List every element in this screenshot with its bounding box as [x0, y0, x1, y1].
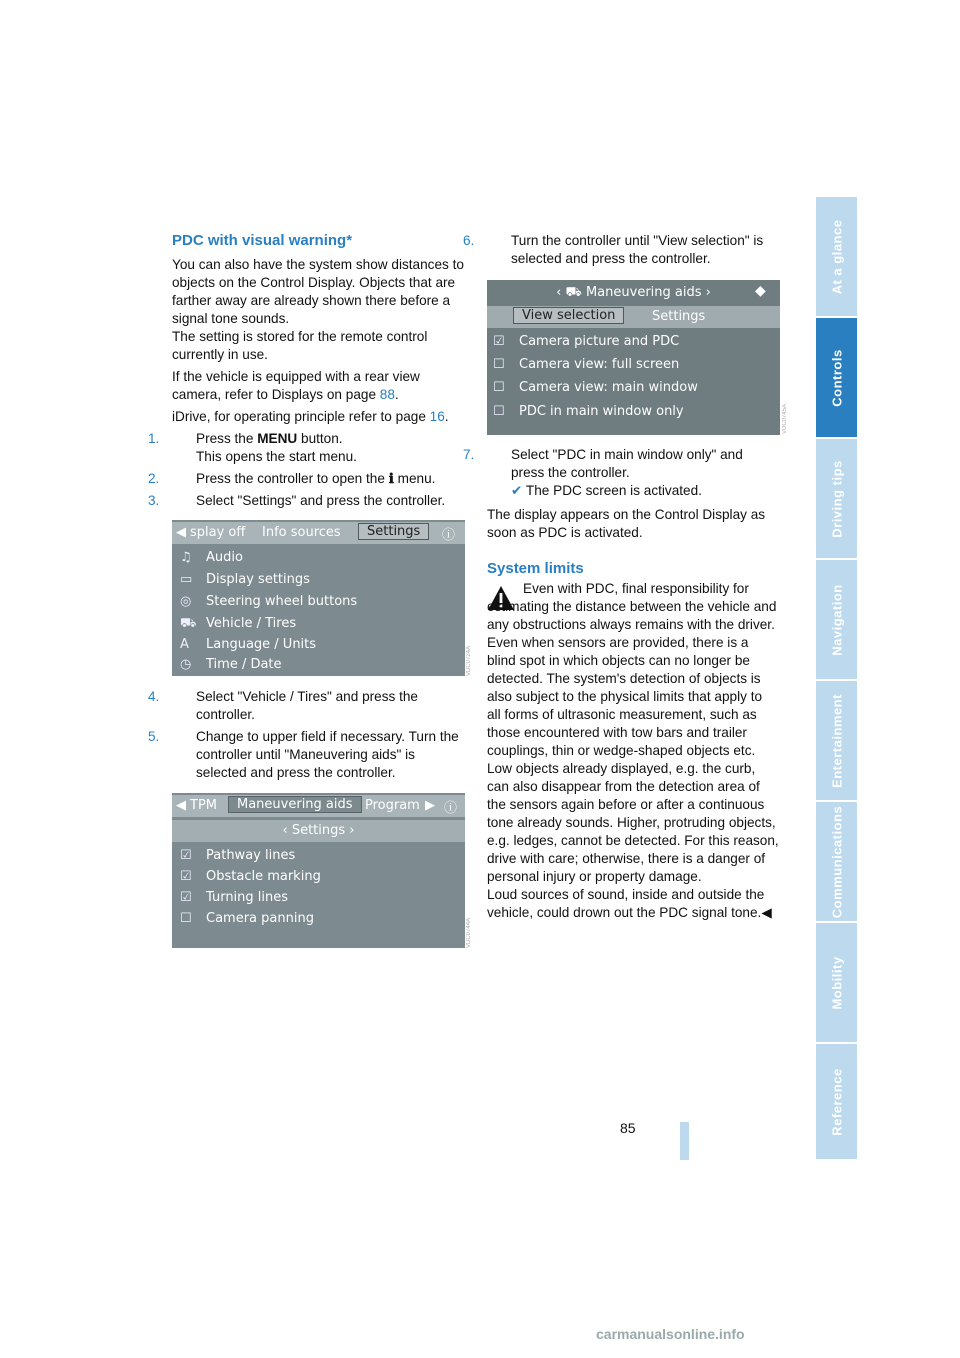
info-icon: ⓘ — [444, 801, 458, 816]
option-camera-picture-pdc[interactable]: ☑ Camera picture and PDC — [493, 334, 680, 349]
car-icon: ⛟ — [180, 616, 197, 631]
side-nav-tabs — [816, 197, 857, 1161]
tab-settings[interactable]: Settings — [652, 309, 706, 324]
side-tab-navigation[interactable]: Navigation — [816, 560, 857, 679]
page-link-88[interactable]: 88 — [379, 387, 395, 402]
step-6-block — [463, 232, 779, 268]
menu-item-display-settings[interactable]: ▭ Display settings — [180, 572, 310, 587]
side-tab-entertainment[interactable]: Entertainment — [816, 681, 857, 800]
menu-item-language-units[interactable]: A Language / Units — [180, 637, 317, 652]
limits-text: Even with PDC, final responsibility for estimating the distance between the vehicle and any obstructions always remains with the driver. Even when sensors are provided, there is a blind spot in which objects can no longer be detected. The system's detection of objects is also subject to the physical limits that apply to all forms of ultrasonic measurement, such as those encountered with tow bars and trailer couplings, thin or wedge-shaped objects etc. Low objects already displayed, e.g. the curb, can also disappear from the detection area of the sensors again before or after a continuous tone already sounds. Higher, protruding objects, e.g. ledges, cannot be detected. For this reason, drive with care; otherwise, there is a danger of personal injury or property damage. — [487, 581, 779, 884]
tab-maneuvering-aids[interactable]: Maneuvering aids — [228, 796, 362, 813]
info-icon: ⓘ — [442, 528, 456, 543]
step-3: 3. Select "Settings" and press the controller. — [148, 493, 446, 508]
menu-item-time-date[interactable]: ◷ Time / Date — [180, 657, 282, 672]
tab-view-selection[interactable]: View selection — [513, 307, 624, 324]
menu-item-vehicle-tires[interactable]: ⛟ Vehicle / Tires — [180, 616, 297, 631]
side-tab-reference[interactable]: Reference — [816, 1044, 857, 1159]
end-mark-icon: ◀ — [761, 905, 772, 920]
step-2: 2. Press the controller to open the ℹ menu. — [148, 471, 436, 487]
image-code: VDC0745A — [782, 403, 788, 434]
check-icon: ✔ — [511, 483, 523, 498]
option-camera-main-window[interactable]: ☐ Camera view: main window — [493, 380, 698, 395]
tab-tpm[interactable]: TPM — [190, 798, 217, 813]
page-number: 85 — [620, 1120, 636, 1136]
option-turning-lines[interactable]: ☑ Turning lines — [180, 890, 289, 905]
side-tab-driving-tips[interactable]: Driving tips — [816, 439, 857, 558]
checkbox-checked-icon: ☑ — [180, 890, 192, 905]
settings-menu-screen — [172, 520, 465, 676]
step-4: 4. Select "Vehicle / Tires" and press the controller. — [148, 689, 418, 722]
checkbox-empty-icon: ☐ — [493, 404, 505, 419]
steering-wheel-icon: ◎ — [180, 594, 192, 609]
image-code: VDC0744A — [466, 917, 472, 948]
audio-icon: ♫ — [180, 550, 192, 565]
screen3-tab-bar — [487, 306, 780, 328]
step-6: 6. Turn the controller until "View selection" is selected and press the controller. — [463, 233, 764, 266]
side-tab-controls[interactable]: Controls — [816, 318, 857, 437]
page-marker — [680, 1122, 689, 1160]
step-1: 1. Press the MENU button. This opens the start menu. — [148, 431, 357, 464]
page-link-16[interactable]: 16 — [429, 409, 445, 424]
tab-settings[interactable]: Settings — [358, 523, 429, 540]
option-obstacle-marking[interactable]: ☑ Obstacle marking — [180, 869, 321, 884]
screen2-subheader: ‹ Settings › — [172, 820, 465, 842]
watermark: carmanualsonline.info — [596, 1326, 745, 1342]
side-tab-mobility[interactable]: Mobility — [816, 923, 857, 1042]
arrow-right-icon: ▶ — [425, 798, 435, 813]
arrow-left-icon: ◀ — [176, 525, 186, 540]
maneuvering-aids-screen — [172, 793, 465, 948]
display-icon: ▭ — [180, 572, 193, 587]
limits-block — [487, 580, 779, 922]
checkbox-checked-icon: ☑ — [493, 334, 505, 349]
screen2-tab-bar — [172, 795, 465, 817]
step-5: 5. Change to upper field if necessary. Turn the controller until "Maneuvering aids" is selected and press the controller. — [148, 729, 459, 780]
tab-info-sources[interactable]: Info sources — [262, 525, 341, 540]
left-column — [148, 232, 464, 510]
option-camera-panning[interactable]: ☐ Camera panning — [180, 911, 314, 926]
idrive-reference: iDrive, for operating principle refer to page 16. — [172, 409, 449, 424]
tab-program[interactable]: Program — [365, 798, 420, 813]
step-7: 7. Select "PDC in main window only" and press the controller. ✔ The PDC screen is activated. — [463, 447, 743, 498]
side-tab-communications[interactable]: Communications — [816, 802, 857, 921]
checkbox-checked-icon: ☑ — [180, 848, 192, 863]
car-icon: ⛟ — [565, 285, 582, 300]
intro-paragraph: You can also have the system show distances to objects on the Control Display. Objects that are farther away are already shown there before a signal tone sounds. The setting is stored for the remote control currently in use. — [172, 257, 464, 362]
after-paragraph: The display appears on the Control Display as soon as PDC is activated. — [487, 507, 766, 540]
right-text — [463, 446, 779, 577]
checkbox-empty-icon: ☐ — [493, 357, 505, 372]
arrow-left-icon: ◀ — [176, 798, 186, 813]
section-title: PDC with visual warning* — [172, 232, 353, 249]
side-tab-at-a-glance[interactable]: At a glance — [816, 197, 857, 316]
option-pdc-main-window[interactable]: ☐ PDC in main window only — [493, 404, 684, 419]
option-camera-full-screen[interactable]: ☐ Camera view: full screen — [493, 357, 680, 372]
limits-title: System limits — [487, 560, 584, 577]
screen3-title: ‹ ⛟ Maneuvering aids › — [556, 285, 711, 300]
clock-icon: ◷ — [180, 657, 192, 672]
limits-text-2: Loud sources of sound, inside and outside the vehicle, could drown out the PDC signal tone.◀ — [487, 887, 772, 920]
menu-button-label: MENU — [257, 431, 298, 446]
option-pathway-lines[interactable]: ☑ Pathway lines — [180, 848, 296, 863]
menu-item-audio[interactable]: ♫ Audio — [180, 550, 243, 565]
checkbox-checked-icon: ☑ — [180, 869, 192, 884]
language-icon: A — [180, 637, 189, 652]
menu-item-steering-wheel[interactable]: ◎ Steering wheel buttons — [180, 594, 358, 609]
controller-icon: ◆ — [755, 283, 766, 299]
info-icon: ℹ — [388, 471, 394, 487]
screen1-tab-bar — [172, 522, 465, 544]
checkbox-empty-icon: ☐ — [180, 911, 192, 926]
checkbox-empty-icon: ☐ — [493, 380, 505, 395]
image-code: VDC0724A — [466, 645, 472, 676]
view-selection-screen — [487, 280, 780, 435]
tab-display-off[interactable]: splay off — [190, 525, 246, 540]
camera-reference: If the vehicle is equipped with a rear view camera, refer to Displays on page 88. — [172, 369, 420, 402]
steps-4-5 — [148, 688, 464, 782]
